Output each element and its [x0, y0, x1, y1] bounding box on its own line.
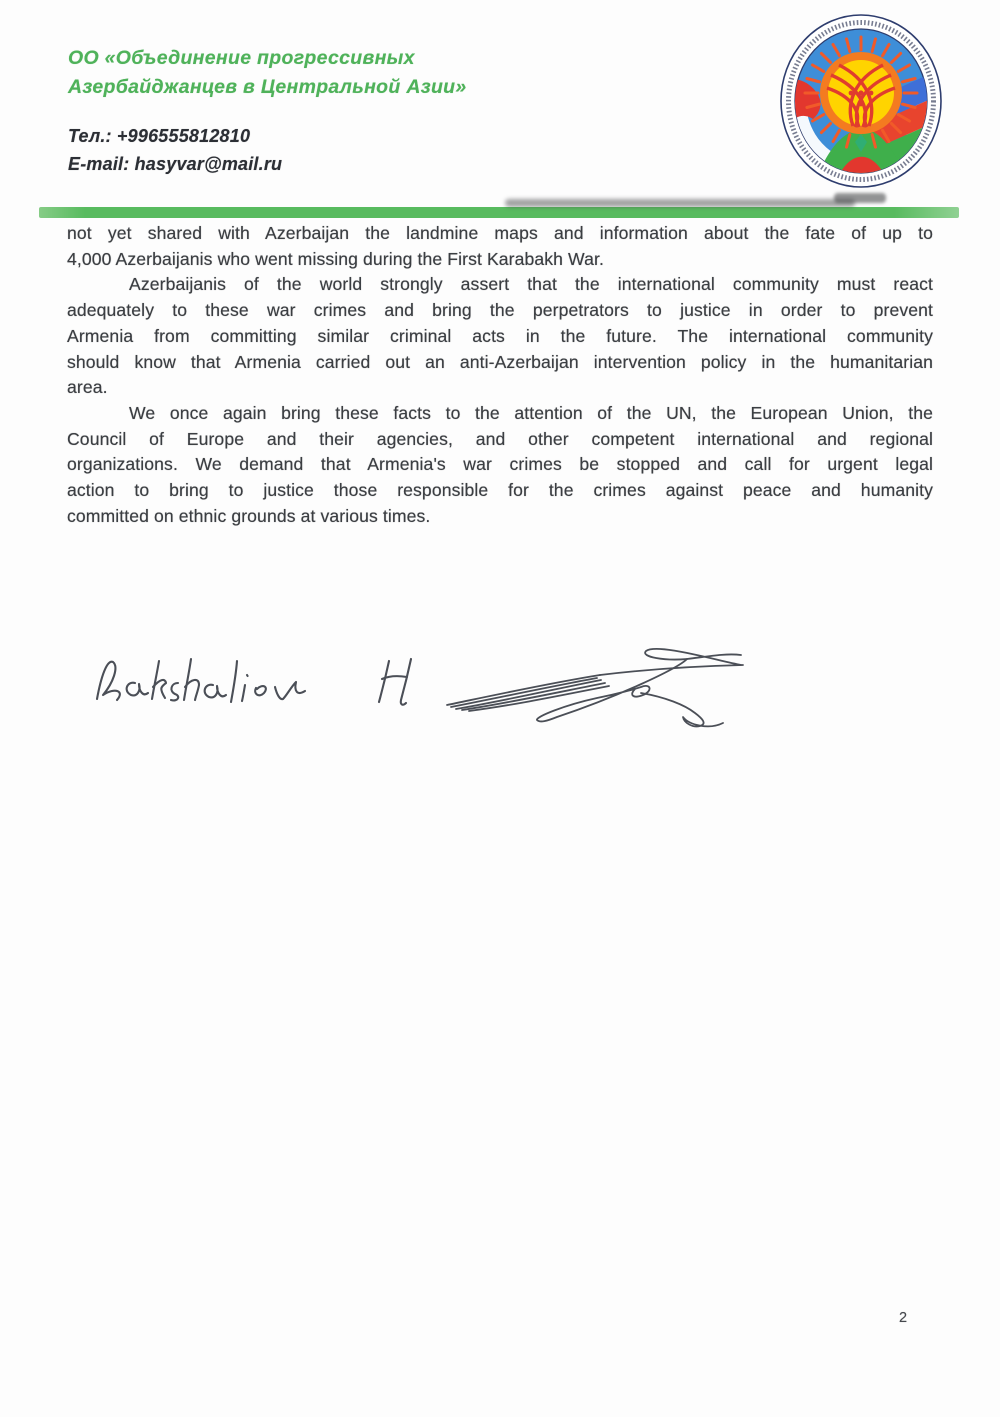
phone-line: Тел.: +996555812810	[68, 126, 251, 146]
scan-smudge	[834, 193, 886, 203]
body-line: adequately to these war crimes and bring the perpetrators to justice in order to prevent	[67, 300, 933, 321]
signature-name-strokes	[97, 659, 411, 705]
org-name-line-1: ОО «Объединение прогрессивных	[68, 47, 415, 69]
body-line: not yet shared with Azerbaijan the landmine maps and information about the fate of up to	[67, 223, 933, 243]
body-line: action to bring to justice those responsible for the crimes against peace and humanity	[67, 480, 933, 501]
body-line: should know that Armenia carried out an anti-Azerbaijan intervention policy in the humanitarian	[67, 351, 933, 372]
scan-smudge	[505, 199, 855, 207]
body-line: organizations. We demand that Armenia's war crimes be stopped and call for urgent legal	[67, 454, 933, 475]
body-line: Armenia from committing similar criminal acts in the future. The international community	[67, 325, 933, 346]
handwritten-signature	[85, 625, 765, 775]
paragraph	[67, 221, 933, 272]
body-line: committed on ethnic grounds at various times.	[67, 505, 431, 526]
body-line: Azerbaijanis of the world strongly assert that the international community must react	[129, 274, 933, 295]
page-number: 2	[898, 1310, 908, 1326]
paragraph	[67, 401, 933, 530]
org-name-line-2: Азербайджанцев в Центральной Азии»	[68, 75, 467, 98]
body-line: Council of Europe and their agencies, and other competent international and regional	[67, 428, 933, 449]
body-line: We once again bring these facts to the attention of the UN, the European Union, the	[129, 402, 933, 423]
green-divider	[39, 207, 959, 218]
body-line: area.	[67, 377, 108, 398]
organization-emblem-icon	[779, 13, 943, 189]
body-paragraphs	[67, 221, 933, 529]
signature-flourish-strokes	[447, 649, 743, 727]
paragraph	[67, 272, 933, 401]
email-line: E-mail: hasyvar@mail.ru	[68, 153, 283, 174]
org-name	[68, 44, 467, 101]
body-line: 4,000 Azerbaijanis who went missing during the First Karabakh War.	[67, 248, 604, 269]
contact-block	[68, 123, 282, 178]
